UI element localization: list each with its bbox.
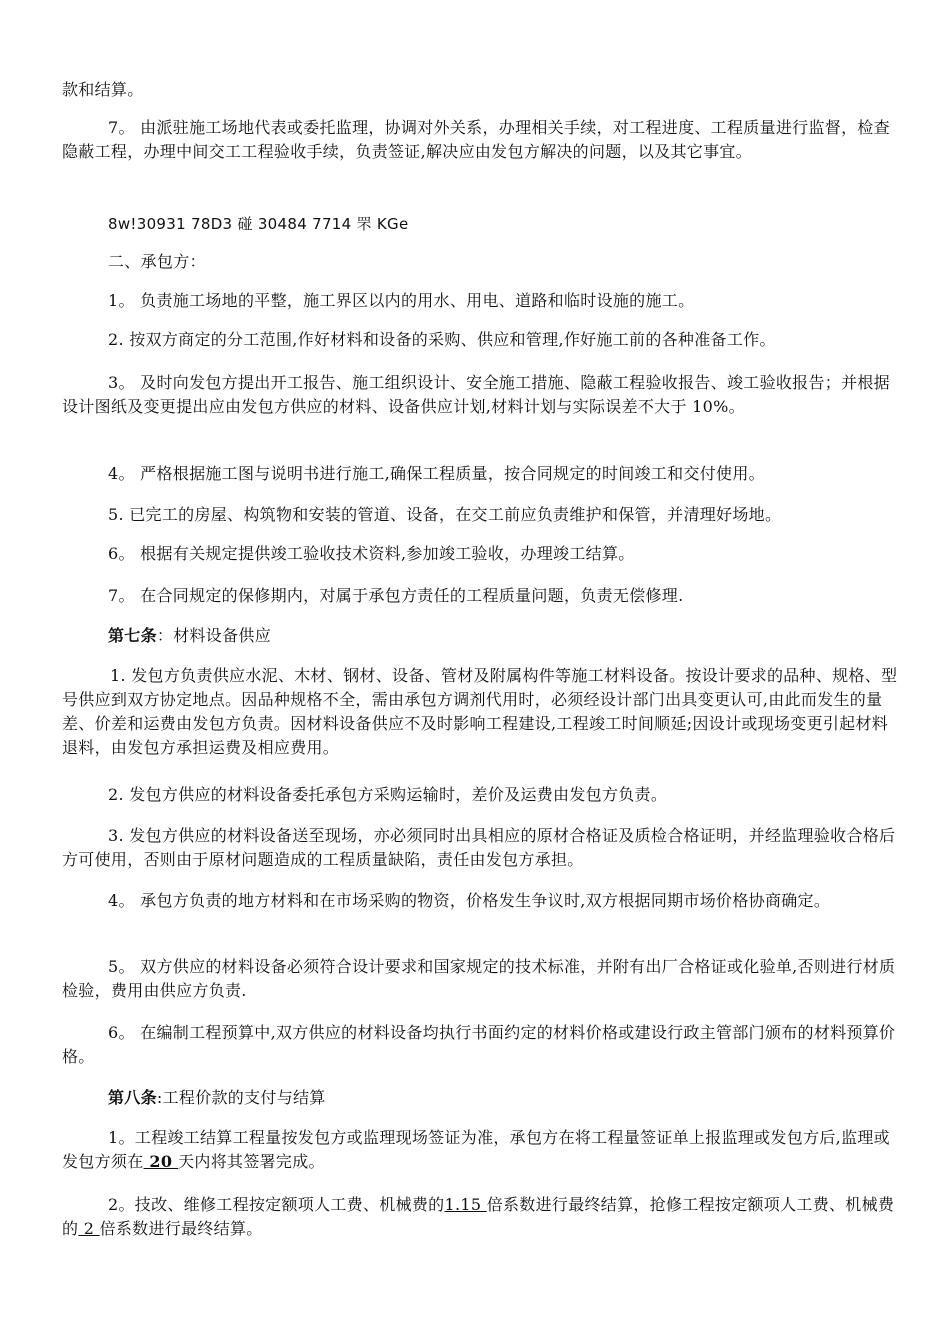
paragraph-contractor-7: 7。 在合同规定的保修期内，对属于承包方责任的工程质量问题，负责无偿修理. [108, 586, 684, 605]
paragraph-settlement-1 [62, 1126, 898, 1174]
paragraph-owner-7: 7。 由派驻施工场地代表或委托监理，协调对外关系，办理相关手续，对工程进度、工程质量进行监督，检查隐蔽工程，办理中间交工工程验收手续，负责签证,解决应由发包方解决的问题，以及其它事宜。 [62, 118, 890, 161]
heading-article-8 [108, 1086, 898, 1110]
paragraph-contractor-2: 2. 按双方商定的分工范围,作好材料和设备的采购、供应和管理,作好施工前的各种准备工作。 [108, 330, 776, 349]
settlement-factor-1-value: 1.15 [444, 1195, 487, 1214]
paragraph-material-3: 3. 发包方供应的材料设备送至现场，亦必须同时出具相应的原材合格证及质检合格证明，并经监理验收合格后方可使用，否则由于原材问题造成的工程质量缺陷，责任由发包方承担。 [62, 826, 896, 869]
article-8-title: :工程价款的支付与结算 [156, 1088, 326, 1107]
paragraph-contractor-3: 3。 及时向发包方提出开工报告、施工组织设计、安全施工措施、隐蔽工程验收报告、竣工验收报告；并根据设计图纸及变更提出应由发包方供应的材料、设备供应计划,材料计划与实际误差不大于 10%。 [62, 373, 890, 416]
paragraph-garbled-text: 8w!30931 78D3 碰 30484 7714 罘 KGe [108, 215, 409, 233]
article-8-label: 第八条 [108, 1088, 157, 1107]
settlement-factor-2-value: 2 [78, 1219, 100, 1238]
settlement-1-text-a: 1。工程竣工结算工程量按发包方或监理现场签证为准，承包方在将工程量签证单上报监理或发包方后,监理或发包方须在 [62, 1128, 890, 1171]
paragraph-material-1: 1. 发包方负责供应水泥、木材、钢材、设备、管材及附属构件等施工材料设备。按设计要求的品种、规格、型号供应到双方协定地点。因品种规格不全，需由承包方调剂代用时，必须经设计部门出具变更认可,由此而发生的量差、价差和运费由发包方负责。因材料设备供应不及时影响工程建设,工程竣工时间顺延;因设计或现场变更引起材料退料，由发包方承担运费及相应费用。 [62, 666, 898, 757]
settlement-days-value: 20 [143, 1152, 179, 1171]
settlement-2-text-a: 2。技改、维修工程按定额项人工费、机械费的 [108, 1195, 445, 1214]
paragraph-intro: 款和结算。 [62, 80, 144, 99]
heading-article-7 [108, 624, 898, 648]
settlement-2-text-c: 倍系数进行最终结算。 [99, 1219, 263, 1238]
paragraph-contractor-5: 5. 已完工的房屋、构筑物和安装的管道、设备，在交工前应负责维护和保管，并清理好场地。 [108, 505, 782, 524]
article-7-title: ：材料设备供应 [156, 626, 272, 645]
settlement-1-text-b: 天内将其签署完成。 [178, 1152, 325, 1171]
heading-contractor: 二、承包方： [108, 252, 206, 271]
paragraph-material-6: 6。 在编制工程预算中,双方供应的材料设备均执行书面约定的材料价格或建设行政主管部门颁布的材料预算价格。 [62, 1023, 896, 1066]
paragraph-contractor-4: 4。 严格根据施工图与说明书进行施工,确保工程质量，按合同规定的时间竣工和交付使用。 [108, 464, 765, 483]
paragraph-material-2: 2. 发包方供应的材料设备委托承包方采购运输时，差价及运费由发包方负责。 [108, 785, 668, 804]
paragraph-material-5: 5。 双方供应的材料设备必须符合设计要求和国家规定的技术标准，并附有出厂合格证或化验单,否则进行材质检验，费用由供应方负责. [62, 957, 896, 1000]
paragraph-contractor-6: 6。 根据有关规定提供竣工验收技术资料,参加竣工验收，办理竣工结算。 [108, 544, 635, 563]
article-7-label: 第七条 [108, 626, 157, 645]
paragraph-contractor-1: 1。 负责施工场地的平整，施工界区以内的用水、用电、道路和临时设施的施工。 [108, 291, 695, 310]
paragraph-material-4: 4。 承包方负责的地方材料和在市场采购的物资，价格发生争议时,双方根据同期市场价格协商确定。 [108, 891, 831, 910]
settlement-2-text-b: 倍系数进行最终结算，抢修工程按定额项人工费、机械费的 [62, 1195, 895, 1238]
paragraph-settlement-2 [62, 1193, 898, 1241]
